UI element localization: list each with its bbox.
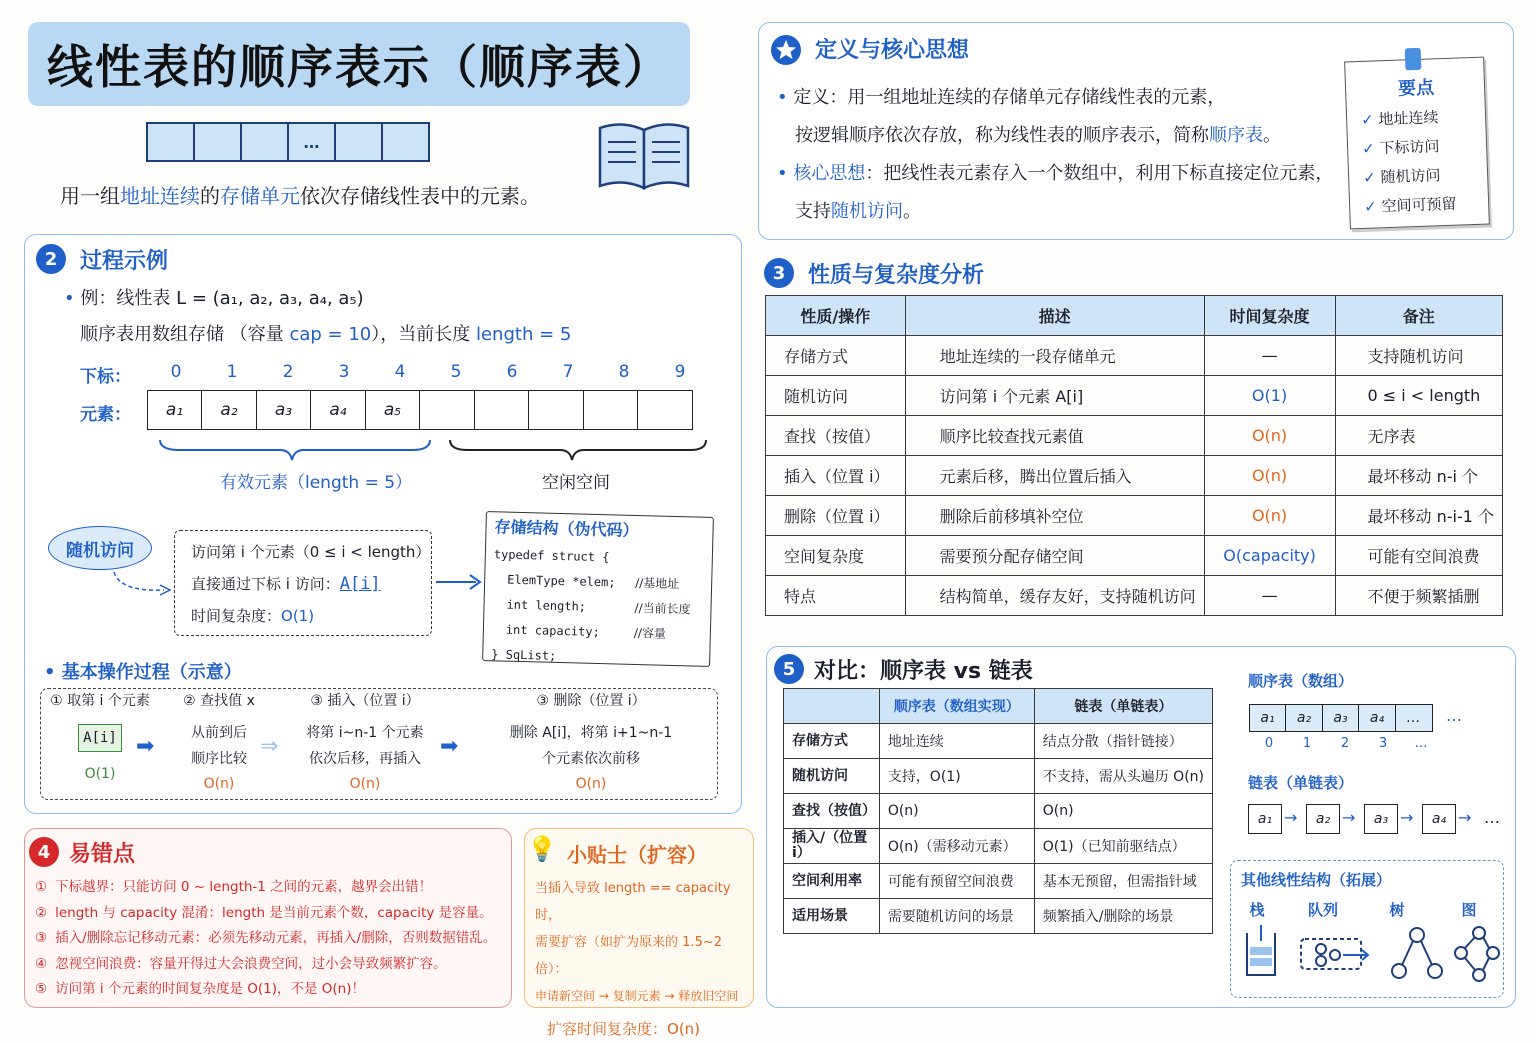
array-element: a₁ [147, 390, 203, 430]
op-delete [476, 690, 706, 800]
table-header: 描述 [905, 296, 1204, 336]
op-complexity: O(n) [349, 776, 381, 792]
table-cell: 频繁插入/删除的场景 [1034, 899, 1212, 934]
table-cell: 查找（按值） [784, 794, 880, 829]
table-cell: O(1) [1204, 376, 1335, 416]
key-points-note [1344, 57, 1490, 230]
table-cell: — [1204, 576, 1335, 616]
side-array-index: 3 [1378, 736, 1388, 751]
array-element [583, 390, 639, 430]
code-comments [634, 571, 692, 647]
array-cell [193, 122, 242, 162]
array-index: 5 [450, 362, 462, 382]
arrow-right-icon: ➡ [440, 734, 459, 759]
op-insert [290, 690, 440, 800]
section-badge-2: 2 [36, 244, 66, 274]
pitfall-part: 访问第 i 个元素的时间复杂度是 [55, 981, 248, 997]
table-cell: 支持随机访问 [1335, 336, 1503, 376]
side-array-cell: … [1395, 704, 1433, 732]
array-cell-dots: … [287, 122, 336, 162]
ra-line-1: 访问第 i 个元素（0 ≤ i < length） [191, 543, 431, 561]
table-cell: 特点 [766, 576, 906, 616]
tip-text: 需要 [535, 935, 562, 950]
pitfall-part: ：必须先移动元素，再插入/删除，否则数据错乱。 [194, 930, 497, 946]
table-header [784, 689, 880, 724]
definition-body: • 定义：用一组地址连续的存储单元存储线性表的元素， 按逻辑顺序依次存放，称为线性表的顺序表示，简称顺序表。 • 核心思想：把线性表元素存入一个数组中，利用下标直接定位元素， 支持随机访问。 [777, 87, 1334, 222]
pitfall-item [35, 952, 496, 978]
table-cell: 结点分散（指针链接） [1034, 724, 1212, 759]
list-side-title: 链表（单链表） [1248, 774, 1354, 792]
table-cell: 插入/（位置 i） [784, 829, 880, 864]
table-row [766, 416, 1503, 456]
pitfall-part: ① [35, 879, 48, 895]
note-item: 随机访问 [1380, 166, 1441, 187]
other-structures-box [1230, 860, 1504, 998]
array-element: a₄ [310, 390, 366, 430]
tip-factor: 1.5~2 [682, 935, 723, 950]
array-index: 1 [226, 362, 238, 382]
array-cell [146, 122, 195, 162]
other-structures-title: 其他线性结构（拓展） [1241, 871, 1392, 889]
element-label: 元素： [80, 405, 131, 425]
pitfall-part: ：只能访问 0 ~ [109, 879, 210, 895]
arrow-right-icon: → [1458, 808, 1472, 827]
structure-label: 树 [1389, 901, 1405, 919]
tip-text: 时， [535, 908, 562, 923]
tip-text: 倍）： [535, 962, 568, 977]
table-cell: 顺序比较查找元素值 [905, 416, 1204, 456]
pitfall-part: length [55, 904, 99, 921]
code-line: typedef struct { [493, 547, 610, 565]
table-cell: 支持，O(1) [879, 759, 1034, 794]
intro-highlight-2: 存储单元 [220, 184, 300, 208]
op-desc: 删除 A[i]，将第 i+1~n-1 [509, 725, 673, 741]
arrow-right-icon: → [1400, 808, 1414, 827]
length-value: length = 5 [475, 324, 572, 345]
array-cell [334, 122, 383, 162]
pitfall-part: ③ [35, 930, 48, 946]
valid-elements-label: 有效元素（length = 5） [220, 473, 413, 493]
op-get-expr: A[i] [78, 724, 122, 752]
check-icon: ✓ [1362, 168, 1381, 187]
op-desc: 从前到后 [191, 725, 247, 741]
op-heading: ③ 删除（位置 i） [536, 693, 646, 709]
def-core-label: 核心思想 [793, 163, 866, 184]
table-cell: 最坏移动 n-i 个 [1335, 456, 1503, 496]
tip-steps: 申请新空间 → 复制元素 → 释放旧空间 [535, 989, 739, 1003]
def-line-3: ：把线性表元素存入一个数组中，利用下标直接定位元素， [865, 163, 1334, 184]
arrow-right-icon [432, 570, 486, 594]
table-cell: O(n) [1204, 456, 1335, 496]
definition-title: 定义与核心思想 [815, 38, 970, 63]
note-item: 下标访问 [1379, 137, 1440, 158]
note-list [1361, 103, 1457, 222]
structure-label: 图 [1461, 901, 1477, 919]
def-line-2-end: 。 [1263, 125, 1281, 146]
section-badge-3: 3 [764, 258, 794, 288]
op-heading: ① 取第 i 个元素 [50, 693, 150, 709]
side-array-index: 2 [1340, 736, 1350, 751]
table-cell: 0 ≤ i < length [1335, 376, 1503, 416]
op-heading: ② 查找值 x [183, 693, 255, 709]
table-cell: 存储方式 [766, 336, 906, 376]
table-cell: 不便于频繁插删 [1335, 576, 1503, 616]
title-banner [28, 22, 690, 106]
array-index: 7 [562, 362, 574, 382]
arrow-right-icon: ➡ [136, 734, 155, 759]
check-icon: ✓ [1361, 139, 1380, 158]
process-example-title: 过程示例 [80, 249, 169, 274]
table-header: 时间复杂度 [1204, 296, 1335, 336]
intro-mid: 的 [200, 184, 220, 208]
code-line: } SqList; [491, 647, 557, 663]
table-cell: 最坏移动 n-i-1 个 [1335, 496, 1503, 536]
check-icon: ✓ [1363, 197, 1382, 216]
example-line-1: • 例：线性表 L = (a₁, a₂, a₃, a₄, a₅) [64, 288, 364, 309]
random-access-bubble [48, 526, 152, 570]
pitfall-part: ，不是 O(n)！ [276, 981, 365, 997]
op-heading: ③ 插入（位置 i） [310, 693, 420, 709]
list-more: … [1484, 808, 1500, 827]
table-cell: 随机访问 [766, 376, 906, 416]
op-desc: 依次后移，再插入 [309, 751, 421, 767]
code-card [482, 511, 714, 667]
op-find [164, 690, 274, 800]
table-cell: 地址连续 [879, 724, 1034, 759]
pitfall-item [35, 875, 496, 901]
side-array-cell: a₃ [1322, 704, 1360, 732]
random-access-label: 随机访问 [66, 540, 134, 561]
side-linked-list [1248, 804, 1508, 838]
table-cell: 元素后移，腾出位置后插入 [905, 456, 1204, 496]
tip-text: （如扩为原来的 [587, 935, 683, 950]
tip-condition: length == capacity [604, 881, 731, 896]
array-index: 0 [170, 362, 182, 382]
op-desc: 顺序比较 [191, 751, 247, 767]
pin-icon [1405, 48, 1422, 71]
op-desc: 个元素依次前移 [542, 751, 640, 767]
pitfall-part: 与 capacity 混淆： [98, 904, 223, 921]
capacity-value: cap = 10 [289, 324, 372, 345]
structure-label: 栈 [1249, 901, 1265, 919]
array-element: a₃ [256, 390, 312, 430]
table-cell: 地址连续的一段存储单元 [905, 336, 1204, 376]
array-index: 6 [506, 362, 518, 382]
table-cell: O(n) [879, 794, 1034, 829]
array-more: … [1446, 706, 1462, 725]
table-cell: 不支持，需从头遍历 O(n) [1034, 759, 1212, 794]
book-icon [596, 120, 692, 194]
array-element [419, 390, 475, 430]
pitfall-part: 忽视空间浪费 [55, 955, 137, 972]
definition-panel [758, 22, 1514, 240]
table-row [784, 829, 1213, 864]
array-element: a₂ [201, 390, 257, 430]
tip-panel [524, 828, 754, 1038]
table-cell: 删除后前移填补空位 [905, 496, 1204, 536]
side-array-cell: a₂ [1285, 704, 1323, 732]
table-row [784, 899, 1213, 934]
array-index: 8 [618, 362, 630, 382]
ra-line-2 [191, 573, 381, 594]
table-row [766, 536, 1503, 576]
intro-text [60, 180, 540, 209]
array-cell [240, 122, 289, 162]
tip-text: 扩容时间复杂度： [547, 1020, 668, 1038]
ra-line-3 [191, 605, 314, 626]
pitfall-item [35, 901, 496, 927]
tree-icon [1392, 928, 1442, 978]
random-access-box [174, 530, 432, 636]
pitfall-item [35, 926, 496, 952]
array-element: a₅ [365, 390, 421, 430]
queue-icon [1301, 939, 1368, 969]
list-node: a₄ [1422, 804, 1456, 834]
pitfall-part: 下标越界 [55, 879, 110, 895]
list-node: a₂ [1306, 804, 1340, 834]
graph-icon [1455, 927, 1499, 981]
table-cell: 无序表 [1335, 416, 1503, 456]
tip-text: 当插入导致 [535, 881, 605, 896]
pitfalls-title: 易错点 [69, 842, 136, 867]
table-cell: 需要随机访问的场景 [879, 899, 1034, 934]
list-node: a₁ [1248, 804, 1282, 834]
dashed-arrow-icon [100, 570, 180, 600]
arrow-right-icon: ⇒ [260, 734, 279, 759]
brace-lines [150, 436, 710, 466]
page-title: 线性表的顺序表示（顺序表） [47, 40, 671, 94]
pitfall-part: 插入/删除忘记移动元素 [55, 930, 195, 946]
table-cell: 删除（位置 i） [766, 496, 906, 536]
table-header: 性质/操作 [766, 296, 906, 336]
pitfall-part: 之间的元素，越界会出错！ [265, 879, 433, 895]
section-badge-5: 5 [774, 654, 804, 684]
pitfall-part: 是当前元素个数，capacity 是容量。 [265, 904, 493, 921]
code-line: ElemType *elem; [507, 572, 616, 590]
table-cell: 可能有空间浪费 [1335, 536, 1503, 576]
table-cell: 可能有预留空间浪费 [879, 864, 1034, 899]
table-row [784, 759, 1213, 794]
comparison-title: 对比：顺序表 vs 链表 [814, 659, 1033, 684]
index-label: 下标： [80, 367, 131, 387]
complexity-table [765, 295, 1503, 616]
element-row [148, 390, 693, 430]
example-text-1: 例：线性表 L = (a₁, a₂, a₃, a₄, a₅) [80, 288, 364, 309]
ra-access-expr: A[i] [339, 574, 381, 594]
check-icon: ✓ [1360, 110, 1379, 129]
array-index: 2 [282, 362, 294, 382]
pitfall-part: ④ [35, 955, 48, 972]
table-cell: O(capacity) [1204, 536, 1335, 576]
table-cell: — [1204, 336, 1335, 376]
free-space-label: 空闲空间 [542, 473, 610, 493]
code-line: int length; [506, 597, 587, 614]
lightbulb-icon: 💡 [527, 835, 557, 863]
ops-title: • 基本操作过程（示意） [44, 662, 242, 683]
op-desc: 将第 i~n-1 个元素 [306, 725, 424, 741]
ra-complexity: O(1) [281, 607, 315, 625]
example-line-2 [80, 320, 571, 346]
arrow-right-icon: → [1342, 808, 1356, 827]
op-complexity: O(n) [575, 776, 607, 792]
array-cell [381, 122, 430, 162]
note-item: 地址连续 [1378, 108, 1439, 129]
code-comment: //当前长度 [634, 600, 691, 617]
intro-post: 依次存储线性表中的元素。 [300, 184, 540, 208]
table-cell: 适用场景 [784, 899, 880, 934]
def-keyword-random-access: 随机访问 [831, 201, 903, 222]
intro-pre: 用一组 [60, 184, 120, 208]
pitfall-item [35, 977, 496, 1003]
code-comment: //容量 [633, 625, 667, 641]
side-array [1250, 704, 1433, 732]
table-row [766, 576, 1503, 616]
ra-line-2-text: 直接通过下标 i 访问： [191, 575, 340, 593]
ra-line-3-text: 时间复杂度： [191, 607, 282, 625]
arrow-right-icon: → [1284, 808, 1298, 827]
table-row [784, 864, 1213, 899]
side-array-cell: a₄ [1358, 704, 1396, 732]
pitfall-part: ⑤ [35, 981, 48, 997]
array-index: 9 [674, 362, 686, 382]
side-array-index: 1 [1302, 736, 1312, 751]
pitfall-part: length-1 [209, 879, 266, 895]
pitfall-part: O(1) [247, 981, 277, 997]
table-cell: 需要预分配存储空间 [905, 536, 1204, 576]
complexity-table-body [766, 336, 1503, 616]
table-row [784, 724, 1213, 759]
pitfall-part: length [222, 904, 266, 921]
side-array-index [1250, 736, 1440, 751]
example-text-2a: 顺序表用数组存储 （容量 [80, 324, 290, 345]
op-complexity: O(n) [203, 776, 235, 792]
array-element [474, 390, 530, 430]
table-cell: O(n) [1034, 794, 1212, 829]
note-item: 空间可预留 [1381, 194, 1457, 216]
table-header: 链表（单链表） [1034, 689, 1212, 724]
table-cell: 查找（按值） [766, 416, 906, 456]
table-cell: O(n) [1204, 416, 1335, 456]
table-cell: O(n)（需移动元素） [879, 829, 1034, 864]
index-row [148, 362, 708, 382]
array-illustration [148, 122, 430, 162]
complexity-title: 性质与复杂度分析 [808, 263, 985, 288]
code-block [491, 542, 617, 670]
tip-complexity: O(n) [667, 1020, 701, 1038]
stack-icon [1247, 925, 1275, 975]
comparison-table-body [784, 724, 1213, 934]
table-cell: 随机访问 [784, 759, 880, 794]
example-text-2c: ），当前长度 [371, 324, 476, 345]
def-line-1: 定义：用一组地址连续的存储单元存储线性表的元素， [793, 87, 1226, 108]
intro-highlight-1: 地址连续 [120, 184, 200, 208]
code-comment: //基地址 [634, 575, 680, 592]
array-index: 4 [394, 362, 406, 382]
tip-keyword: 扩容 [561, 935, 588, 950]
table-row [784, 794, 1213, 829]
def-line-4-end: 。 [903, 201, 921, 222]
def-line-2: 按逻辑顺序依次存放，称为线性表的顺序表示，简称 [795, 125, 1209, 146]
table-cell: O(1)（已知前驱结点） [1034, 829, 1212, 864]
note-title: 要点 [1397, 77, 1435, 100]
pitfalls-panel [24, 828, 512, 1008]
table-cell: 基本无预留，但需指针域 [1034, 864, 1212, 899]
structure-icons [1239, 925, 1499, 987]
side-array-cell: a₁ [1249, 704, 1287, 732]
side-array-index: 0 [1264, 736, 1274, 751]
table-header: 备注 [1335, 296, 1503, 336]
op-complexity: O(1) [84, 766, 116, 782]
star-icon [769, 33, 803, 71]
comparison-table [783, 688, 1213, 934]
array-element [637, 390, 693, 430]
side-array-index: … [1414, 736, 1428, 751]
array-side-title: 顺序表（数组） [1248, 672, 1354, 690]
tip-body [535, 875, 751, 1043]
table-cell: 结构简单，缓存友好，支持随机访问 [905, 576, 1204, 616]
table-row [766, 456, 1503, 496]
structure-label: 队列 [1307, 901, 1338, 919]
def-line-4: 支持 [795, 201, 831, 222]
table-row [766, 336, 1503, 376]
pitfall-part: ：容量开得过大会浪费空间，过小会导致频繁扩容。 [136, 955, 447, 972]
pitfall-part: ② [35, 904, 48, 921]
table-row [766, 496, 1503, 536]
list-node: a₃ [1364, 804, 1398, 834]
table-cell: 访问第 i 个元素 A[i] [905, 376, 1204, 416]
code-line: int capacity; [505, 622, 600, 640]
table-cell: 插入（位置 i） [766, 456, 906, 496]
array-index: 3 [338, 362, 350, 382]
code-title: 存储结构（伪代码） [494, 517, 639, 541]
pitfalls-list [35, 875, 496, 1003]
table-cell: 存储方式 [784, 724, 880, 759]
tip-title: 小贴士（扩容） [567, 843, 707, 867]
table-header: 顺序表（数组实现） [879, 689, 1034, 724]
section-badge-4: 4 [29, 837, 59, 867]
table-row [766, 376, 1503, 416]
def-keyword-seqlist: 顺序表 [1209, 125, 1263, 146]
table-cell: 空间复杂度 [766, 536, 906, 576]
table-cell: 空间利用率 [784, 864, 880, 899]
array-element [528, 390, 584, 430]
table-cell: O(n) [1204, 496, 1335, 536]
